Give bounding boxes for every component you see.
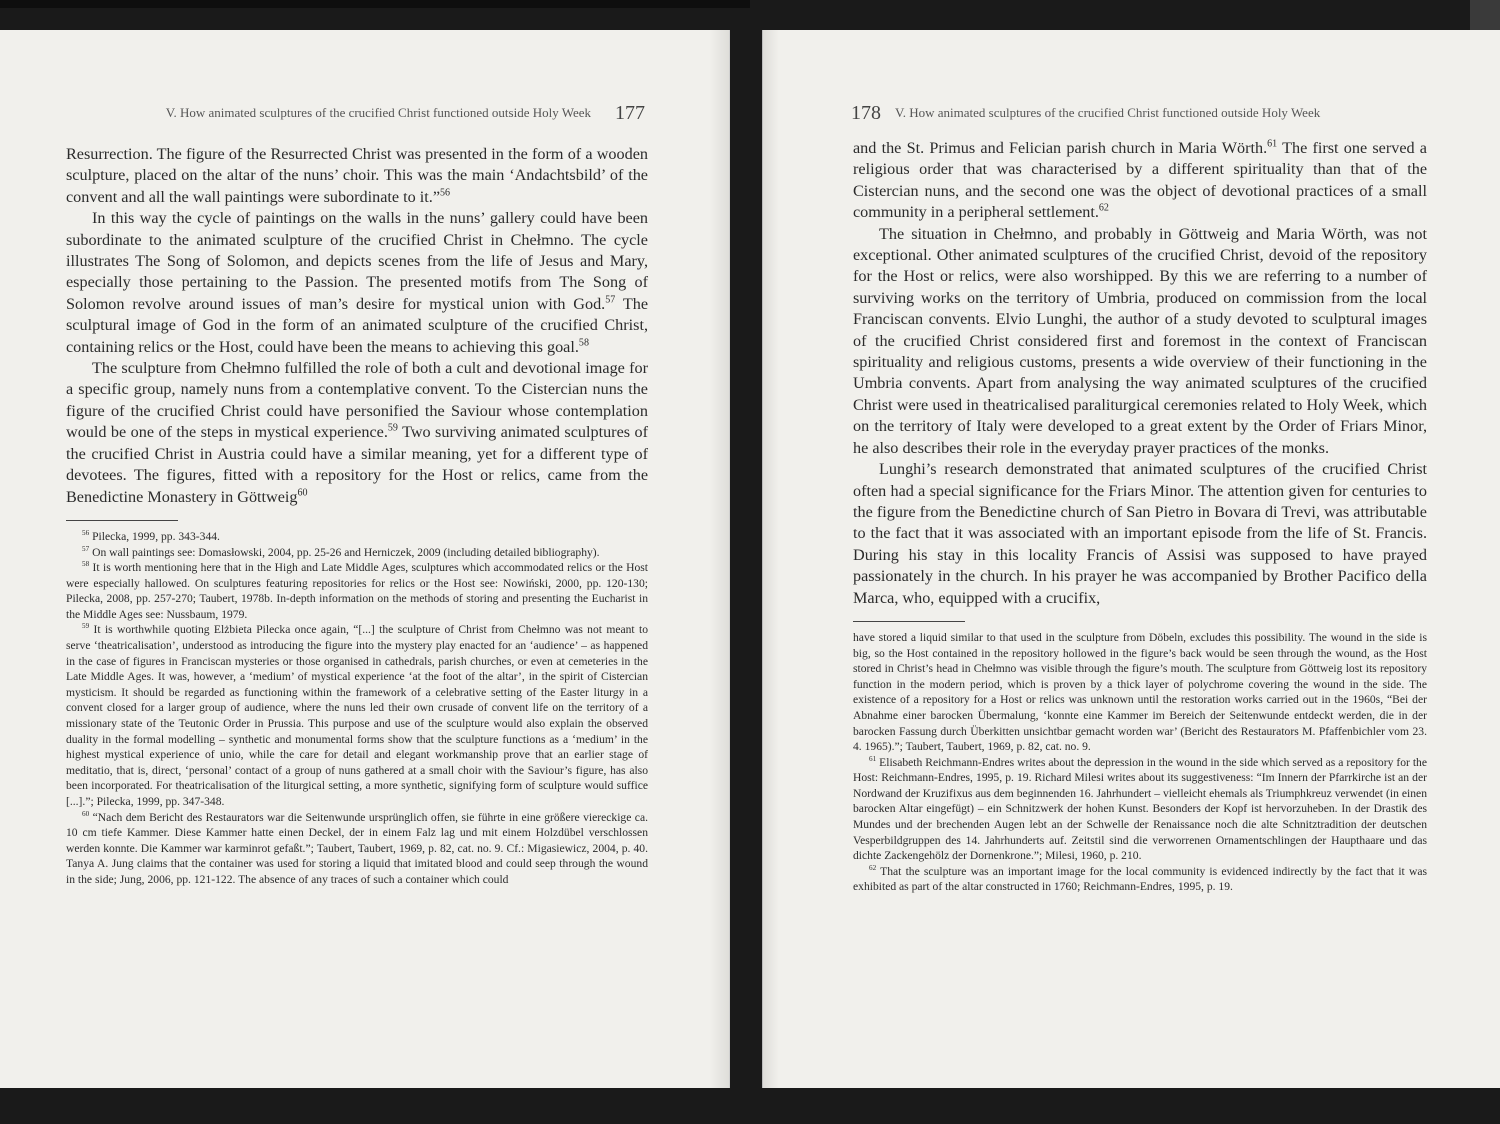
page-right — [762, 30, 1500, 1088]
paragraph: The situation in Chełmno, and probably in Göttweig and Maria Wörth, was not exceptional. Other animated sculptures of the crucified Christ, devoid of the repository for the Host or relics, were also worshipped. By this we are referring to a number of surviving works on the territory of Umbria, produced on commission from the local Franciscan convents. Elvio Lunghi, the author of a study devoted to sculptural images of the crucified Christ considered first and foremost in the context of Franciscan spirituality and religious customs, presents a wide overview of their functioning in the Umbria convents. Apart from analysing the way animated sculptures of the crucified Christ were used in theatricalised paraliturgical ceremonies related to Holy Week, which on the territory of Italy were developed to a great extent by the Order of Friars Minor, he also describes their role in the everyday prayer practices of the monks. — [853, 224, 1427, 457]
footnote-continued: have stored a liquid similar to that used in the sculpture from Döbeln, excludes this possibility. The wound in the side is big, so the Host contained in the repository hollowed in the figure’s back would be seen through the wound, as the Host stored in Christ’s head in Chełmno was visible through the figure’s mouth. The sculpture from Göttweig lost its repository function in the modern period, which is proven by a thick layer of polychrome covering the wound in the side. The existence of a repository for a Host or relics was unknown until the restoration works carried out in the 1960s, “Bei der Abnahme einer barocken Übermalung, ‘konnte eine Kammer im Bereich der Seitenwunde entdeckt werden, die in der barocken Fassung durch Überkitten unsichtbar gemacht worden war’ (Bericht des Restaurators M. Pfaffenbichler vom 23. 4. 1965).”; Taubert, Taubert, 1969, p. 82, cat. no. 9. — [853, 630, 1427, 754]
page-left — [0, 30, 730, 1088]
gutter-shadow — [763, 30, 779, 1088]
scan-top-edge — [0, 0, 750, 8]
footnote: $^{56}$ Pilecka, 1999, pp. 343-344. — [82, 529, 220, 543]
running-header-title: V. How animated sculptures of the crucified Christ functioned outside Holy Week — [895, 105, 1321, 120]
footnote: $^{61}$ Elisabeth Reichmann-Endres writes about the depression in the wound in the side which served as a repository for the Host: Reichmann-Endres, 1995, p. 19. Richard Milesi writes about its suggestiveness: “Im Innern der Pfarrkirche ist an der Nordwand der Kruzifixus aus dem beginnenden 16. Jahrhundert – vielleicht ehemals als Triumphkreuz verwendet (in einen barocken Altar eingefügt) – ein Schnitzwerk der hohen Kunst. Besonders der Kopf ist hervorzuheben. In der Drastik des Mundes und der brechenden Augen lebt an der Schwelle der Renaissance noch die alte Schnitztradition der deutschen Vesperbildgruppen des 14. Jahrhunderts auf. Zeitstil sind die verworrenen Ornamentschlingen der Haupthaare und das dichte Zackengehölz der Dornenkrone.”; Milesi, 1960, p. 210. — [853, 754, 1427, 863]
paragraph: and the St. Primus and Felician parish church in Maria Wörth.$^{61}$ The first one served a religious order that was characterised by a different spirituality than that of the Cistercian nuns, and the second one was the object of devotional practices of a small community in a peripheral settlement.$^{62}$ — [853, 138, 1427, 222]
running-header — [851, 102, 1320, 125]
page-number: 177 — [615, 102, 645, 124]
footnote-divider — [66, 520, 178, 521]
paragraph: The sculpture from Chełmno fulfilled the role of both a cult and devotional image for a specific group, namely nuns from a contemplative convent. To the Cistercian nuns the figure of the crucified Christ could have personified the Saviour whose contemplation would be one of the steps in mystical experience.$^{59}$ Two surviving animated sculptures of the crucified Christ in Austria could have a similar meaning, yet for a different type of devotees. The figures, fitted with a repository for the Host or relics, came from the Benedictine Monastery in Göttweig$^{60}$ — [66, 359, 648, 506]
footnote: $^{60}$ “Nach dem Bericht des Restaurators war die Seitenwunde ursprünglich offen, sie führte in eine größere viereckige ca. 10 cm tiefe Kammer. Diese Kammer hatte einen Deckel, der in einem Falz lag und mit einem Holzdübel verschlossen werden konnte. Die Kammer war karminrot gefaßt.”; Taubert, Taubert, 1969, p. 82, cat. no. 9. Cf.: Migasiewicz, 2004, p. 40. Tanya A. Jung claims that the container was used for storing a liquid that imitated blood and could seep through the wound in the side; Jung, 2006, pp. 121-122. The absence of any traces of such a container which could — [66, 809, 649, 886]
footnote-divider — [853, 621, 965, 622]
footnote: $^{58}$ It is worth mentioning here that in the High and Late Middle Ages, sculptures which accommodated relics or the Host were especially hallowed. On sculptures featuring repositories for relics or the Host see: Nowiński, 2000, pp. 120-130; Pilecka, 2008, pp. 257-270; Taubert, 1978b. In-depth information on the methods of storing and presenting the Eucharist in the Middle Ages see: Nussbaum, 1979. — [66, 560, 648, 621]
footnote: $^{62}$ That the sculpture was an important image for the local community is evidenced indirectly by the fact that it was exhibited as part of the altar constructed in 1760; Reichmann-Endres, 1995, p. 19. — [853, 863, 1427, 894]
paragraph: Lunghi’s research demonstrated that animated sculptures of the crucified Christ often had a special significance for the Friars Minor. The attention given for centuries to the figure from the Benedictine church of San Pietro in Bovara di Trevi, was attributable to the fact that it was associated with an important episode from the life of St. Francis. During his stay in this locality Francis of Assisi was supposed to have prayed passionately in the church. In his prayer he was accompanied by Brother Pacifico della Marca, who, equipped with a crucifix, — [853, 460, 1427, 607]
footnotes — [853, 630, 1427, 895]
footnote: $^{59}$ It is worthwhile quoting Elżbieta Pilecka once again, “[...] the sculpture of Christ from Chełmno was not meant to serve ‘theatricalisation’, understood as introducing the figure into the mystery play enacted for an ‘audience’ – as happened in the case of figures in Franciscan mysteries or those organised in cathedrals, parish churches, or even at cemeteries in the Late Middle Ages. It was, however, a ‘medium’ of mystical experience ‘at the foot of the altar’, in the spirit of Cistercian mysticism. It should be regarded as functioning within the framework of a celebrative setting of the Easter liturgy in a convent closed for a larger group of audience, where the nuns led their own crusade of convent life on the territory of a missionary state of the Teutonic Order in Prussia. This purpose and use of the sculpture would also explain the observed duality in the formal modelling – synthetic and monumental forms show that the sculpture functions as a ‘medium’ in the highest mystical experience of unio, while the care for detail and elegant workmanship prove that an earlier stage of meditatio, that is, direct, ‘personal’ contact of a group of nuns gathered at a small choir with the Saviour’s figure, has also been incorporated. For theatricalisation of the liturgical setting, a more synthetic, signifying form of sculpture would suffice [...].”; Pilecka, 1999, pp. 347-348. — [66, 622, 648, 808]
page-number: 178 — [851, 102, 881, 124]
gutter-shadow — [709, 30, 729, 1088]
main-text — [853, 138, 1427, 895]
footnote: $^{57}$ On wall paintings see: Domasłowski, 2004, pp. 25-26 and Herniczek, 2009 (including detailed bibliography). — [82, 544, 600, 559]
paragraph: Resurrection. The figure of the Resurrected Christ was presented in the form of a wooden sculpture, placed on the altar of the nuns’ choir. This was the main ‘Andachtsbild’ of the convent and all the wall paintings were subordinate to it.”$^{56}$ — [66, 145, 648, 206]
paragraph: In this way the cycle of paintings on the walls in the nuns’ gallery could have been subordinate to the animated sculpture of the crucified Christ in Chełmno. The cycle illustrates The Song of Solomon, and depicts scenes from the life of Jesus and Mary, especially those pertaining to the Passion. The presented motifs from The Song of Solomon revolve around issues of man’s desire for mystical union with God.$^{57}$ The sculptural image of God in the form of an animated sculpture of the crucified Christ, containing relics or the Host, could have been the means to achieving this goal.$^{58}$ — [66, 209, 649, 356]
running-header-title: V. How animated sculptures of the crucified Christ functioned outside Holy Week — [165, 105, 591, 120]
main-text — [66, 144, 648, 888]
footnotes — [66, 529, 648, 888]
running-header — [166, 102, 645, 125]
